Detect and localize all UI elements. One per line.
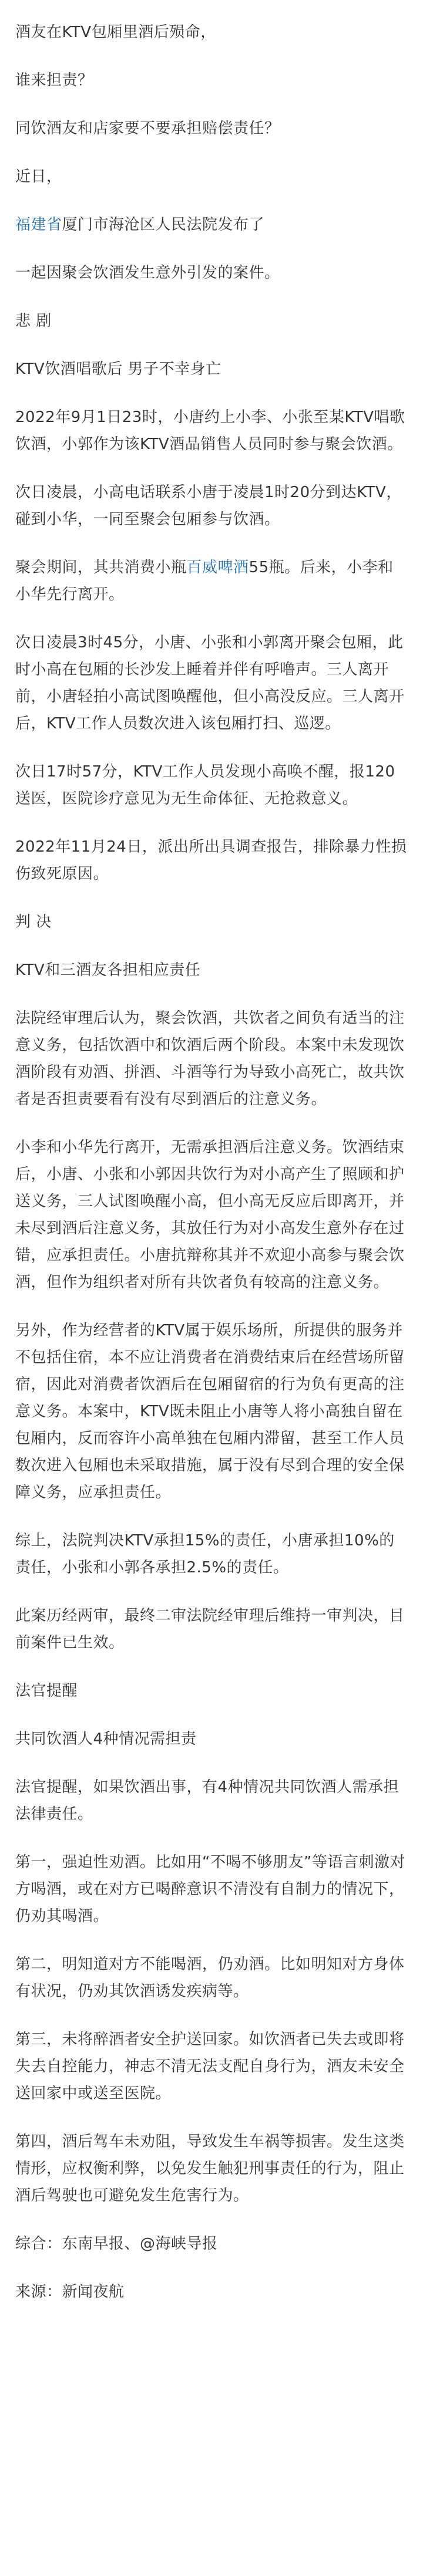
- paragraph-10: 综上，法院判决KTV承担15%的责任，小唐承担10%的责任，小张和小郭各承担2.5%的责任。: [15, 1532, 395, 1576]
- paragraph-8: 小李和小华先行离开，无需承担酒后注意义务。饮酒结束后，小唐、小张和小郭因共饮行为对小高产生了照顾和护送义务，三人试图唤醒小高，但小高无反应后即离开，并未尽到酒后注意义务，其放任行为对小高发生意外存在过错，应承担责任。小唐抗辩称其并不欢迎小高参与聚会饮酒，但作为组织者对所有共饮者负有较高的注意义务。: [15, 1139, 405, 1291]
- intro-line-1: 酒友在KTV包厢里酒后殒命，: [15, 23, 216, 41]
- court-line-rest: 厦门市海沧区人民法院发布了: [62, 216, 265, 234]
- fujian-link[interactable]: 福建省: [15, 216, 62, 234]
- section-heading-verdict: 判 决: [15, 913, 52, 931]
- paragraph-3: [15, 554, 408, 608]
- paragraph-12: 法官提醒，如果饮酒出事，有4种情况共同饮酒人需承担法律责任。: [15, 1778, 400, 1823]
- intro-line-2: 谁来担责？: [15, 72, 93, 89]
- paragraph-3-before: 聚会期间，其共消费小瓶: [15, 559, 187, 576]
- court-line: [15, 211, 408, 238]
- source-credit: 综合：东南早报、@海峡导报: [15, 2235, 218, 2253]
- paragraph-15: 第三，未将醉酒者安全护送回家。如饮酒者已失去或即将失去自控能力，神志不清无法支配自身行为，酒友未安全送回家中或送至医院。: [15, 2031, 405, 2102]
- paragraph-3-after: 55瓶。后来，小李和小华先行离开。: [15, 559, 394, 603]
- intro-line-6: 一起因聚会饮酒发生意外引发的案件。: [15, 264, 280, 282]
- paragraph-13: 第一，强迫性劝酒。比如用“不喝不够朋友”等语言刺激对方喝酒，或在对方已喝醉意识不清没有自制力的情况下，仍劝其喝酒。: [15, 1853, 405, 1925]
- intro-line-4: 近日，: [15, 168, 62, 185]
- paragraph-11: 此案历经两审，最终二审法院经审理后维持一审判决，目前案件已生效。: [15, 1607, 405, 1652]
- budweiser-link[interactable]: 百威啤酒: [186, 559, 249, 576]
- paragraph-9: 另外，作为经营者的KTV属于娱乐场所，所提供的服务并不包括住宿，本不应让消费者在消费结束后在经营场所留宿，因此对消费者饮酒后在包厢留宿的行为负有更高的注意义务。本案中，KTV既未阻止小唐等人将小高独自留在包厢内，反而容许小高单独在包厢内滞留，甚至工作人员数次进入包厢也未采取措施，属于没有尽到合理的安全保障义务，应承担责任。: [15, 1322, 405, 1501]
- subheading-judge-reminder: 共同饮酒人4种情况需担责: [15, 1730, 197, 1748]
- intro-line-3: 同饮酒友和店家要不要承担赔偿责任？: [15, 120, 280, 137]
- paragraph-4: 次日凌晨3时45分，小唐、小张和小郭离开聚会包厢，此时小高在包厢的长沙发上睡着并伴有呼噜声。三人离开前，小唐轻拍小高试图唤醒他，但小高没反应。三人离开后，KTV工作人员数次进入该包厢打扫、巡逻。: [15, 634, 405, 732]
- paragraph-2: 次日凌晨，小高电话联系小唐于凌晨1时20分到达KTV，碰到小华，一同至聚会包厢参与饮酒。: [15, 484, 402, 528]
- paragraph-7: 法院经审理后认为，聚会饮酒，共饮者之间负有适当的注意义务，包括饮酒中和饮酒后两个阶段。本案中未发现饮酒阶段有劝酒、拼酒、斗酒等行为导致小高死亡，故共饮者是否担责要看有没有尽到酒后的注意义务。: [15, 1010, 405, 1108]
- paragraph-1: 2022年9月1日23时，小唐约上小李、小张至某KTV唱歌饮酒，小郭作为该KTV酒品销售人员同时参与聚会饮酒。: [15, 408, 405, 453]
- paragraph-16: 第四，酒后驾车未劝阻，导致发生车祸等损害。发生这类情形，应权衡利弊，以免发生触犯刑事责任的行为，阻止酒后驾驶也可避免发生危害行为。: [15, 2133, 405, 2204]
- paragraph-5: 次日17时57分，KTV工作人员发现小高唤不醒，报120送医，医院诊疗意见为无生命体征、无抢救意义。: [15, 763, 395, 808]
- subheading-verdict: KTV和三酒友各担相应责任: [15, 961, 201, 979]
- paragraph-6: 2022年11月24日，派出所出具调查报告，排除暴力性损伤致死原因。: [15, 838, 407, 883]
- section-heading-judge-reminder: 法官提醒: [15, 1682, 78, 1700]
- paragraph-14: 第二，明知道对方不能喝酒，仍劝酒。比如明知对方身体有状况，仍劝其饮酒诱发疾病等。: [15, 1956, 405, 2000]
- section-heading-tragedy: 悲 剧: [15, 312, 52, 330]
- editor-credit: 来源：新闻夜航: [15, 2283, 125, 2301]
- subheading-tragedy: KTV饮酒唱歌后 男子不幸身亡: [15, 360, 221, 378]
